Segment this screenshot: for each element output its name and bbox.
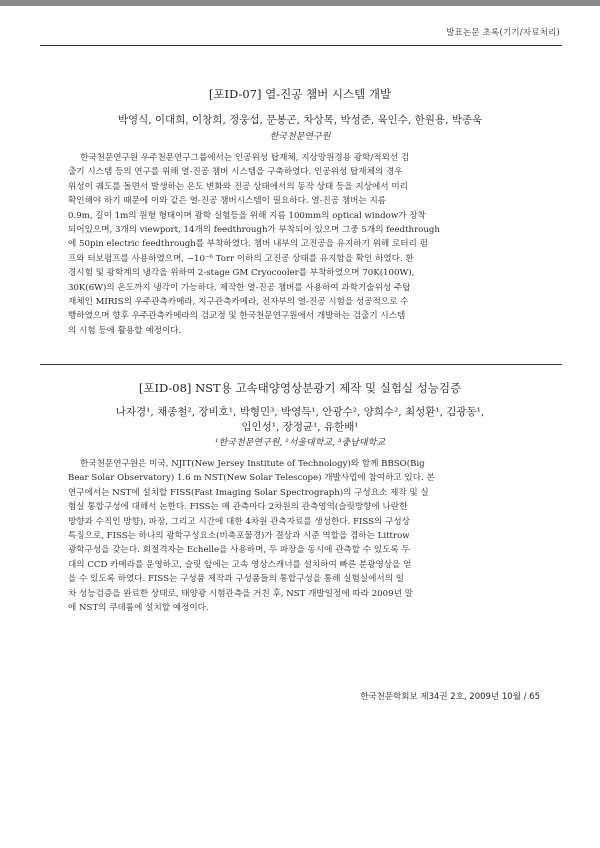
body-line: 광학구성을 갖는다. 회절격자는 Echelle을 사용하며, 두 파장을 동시에 관측할 수 있도록 두 [68,545,410,556]
body-line: 한국천문연구원은 미국, NJIT(New Jersey Institute of Technology)와 함께 BBSO(Big [80,459,425,469]
body-line: 방향과 수직인 방향), 파장, 그리고 시간에 대한 4차원 관측자료를 생성한다. FISS의 구성상 [68,516,410,527]
body-line: 출기 시스템 등의 연구를 위해 열-진공 챔버 시스템을 구축하였다. 인공위성 탑재체의 경우 [68,167,403,178]
abstract2-authors-line1: 나자경¹, 채종철², 장비호¹, 박형민³, 박영득¹, 안광수², 양희수², 최성환¹, 김광동¹, [115,406,485,418]
body-line: 험실 통합구성에 대해서 논한다. FISS는 매 관측마다 2차원의 관측영역(슬릿방향에 나란한 [68,502,408,513]
body-line: 경시험 및 광학계의 냉각을 위하여 2-stage GM Cryocooler를 부착하였으며 70K(100W), [68,268,415,279]
abstract2-affiliation: ¹한국천문연구원, ²서울대학교, ³충남대학교 [214,438,386,448]
body-line: 의 시험 등에 활용할 예정이다. [68,325,182,336]
body-line: 재체인 MIRIS의 우주관측카메라, 지구관측카메라, 전자부의 열-진공 시험을 성공적으로 수 [68,297,409,308]
body-line: Bear Solar Observatory) 1.6 m NST(New Solar Telescope) 개발사업에 참여하고 있다. 본 [68,473,435,484]
abstract1-title: [포ID-07] 열-진공 챔버 시스템 개발 [208,87,392,101]
body-line: 에 50pin electric feedthrough를 부착하였다. 챔버 내부의 고진공을 유지하기 위해 로터리 펌 [68,239,428,250]
body-line: 연구에서는 NST에 설치할 FISS(Fast Imaging Solar Spectrograph)의 구성요소 제작 및 실 [68,487,429,498]
body-line: 에 NST의 쿠데룸에 설치할 예정이다. [68,603,209,614]
body-line: 위성이 궤도를 돌면서 발생하는 온도 변화와 진공 상태에서의 동작 상태 등을 지상에서 미리 [68,181,408,192]
body-line: 되어있으며, 3개의 viewport, 14개의 feedthrough가 부착되어 있으며 그중 5개의 feedthrough [68,225,440,236]
body-line: 차 성능검증을 완료한 상태로, 태양광 시험관측을 거친 후, NST 개발일정에 따라 2009년 말 [68,588,413,599]
page-footer: 한국천문학회보 제34권 2호, 2009년 10월 / 65 [360,692,540,702]
top-band [0,0,600,6]
body-line: 을 수 있도록 하였다. FISS는 구성품 제작과 구성품들의 통합구성을 통해 실험실에서의 일 [68,574,405,585]
abstract2-authors-line2: 임인성¹, 장정균¹, 유한배¹ [241,421,359,433]
abstract2-body [68,457,534,615]
abstract1-body [68,151,534,338]
body-line: 30K(6W)의 온도까지 냉각이 가능하다. 제작한 열-진공 챔버를 사용하여 과학기술위성 주탑 [68,282,411,293]
section-divider [40,364,562,365]
body-line: 한국천문연구원 우주천문연구그룹에서는 인공위성 탑재체, 지상망원경용 광학/적외선 검 [80,153,410,163]
abstract1-authors: 박영식, 이대희, 이창희, 정웅섭, 문봉곤, 차상목, 박성준, 육인수, 한원용, 박종욱 [117,114,483,126]
body-line: 프와 터보펌프를 사용하였으며, ~10⁻⁶ Torr 이하의 고진공 상태를 유지함을 확인 하였다. 환 [68,253,414,264]
abstract2-title: [포ID-08] NST용 고속태양영상분광기 제작 및 실험실 성능검증 [138,381,462,395]
body-line: 특징으로, FISS는 하나의 광학구성요소(비축포물경)가 결상과 시준 역할을 겸하는 Littrow [68,531,410,542]
body-line: 0.9m, 길이 1m의 원형 형태이며 광학 실험등을 위해 지름 100mm의 optical window가 장착 [68,210,426,221]
abstract1-affiliation: 한국천문연구원 [269,132,331,142]
body-line: 행하였으며 향후 우주관측카메라의 검교정 및 한국천문연구원에서 개발하는 검출기 시스템 [68,311,406,322]
body-line: 확인해야 하기 때문에 이와 같은 열-진공 챔버시스템이 필요하다. 열-진공 챔버는 지름 [68,196,387,207]
header-label: 발표논문 초록(기기/자료처리) [446,28,560,38]
header-rule [40,45,562,46]
body-line: 대의 CCD 카메라를 운영하고, 슬릿 앞에는 고속 영상스캐너를 설치하여 빠른 분광영상을 얻 [68,559,412,570]
